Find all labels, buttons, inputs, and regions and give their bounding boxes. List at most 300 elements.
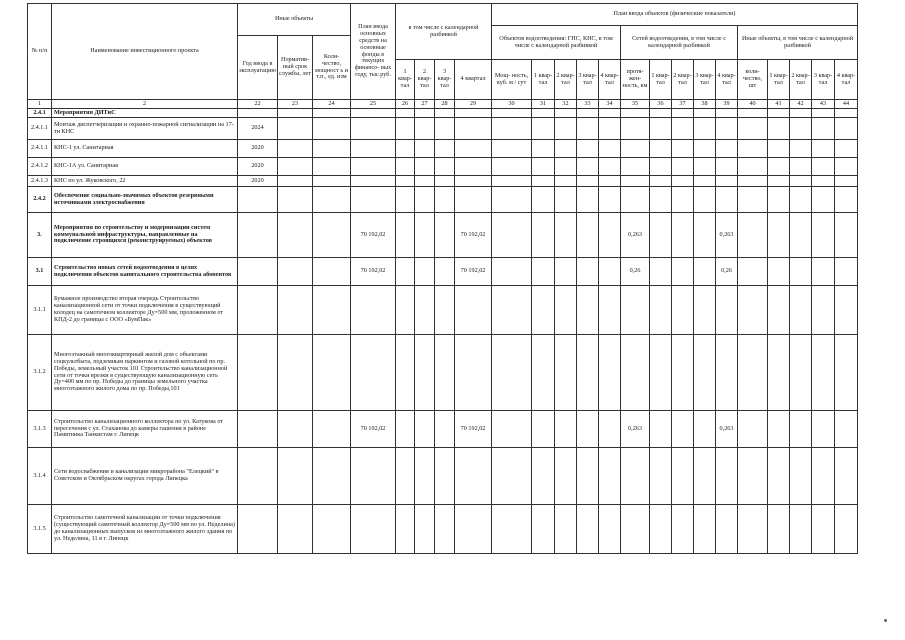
header-length: протя- жен- ность, км <box>621 60 650 100</box>
row-value-cell <box>672 158 694 176</box>
row-value-cell: 70 192,02 <box>351 213 396 258</box>
row-value-cell <box>492 258 532 286</box>
row-value-cell <box>621 448 650 505</box>
row-value-cell <box>532 118 555 140</box>
row-value-cell <box>599 187 621 213</box>
row-value-cell <box>577 258 599 286</box>
row-value-cell <box>351 109 396 118</box>
row-project-name: Мероприятия ДИТиС <box>52 109 238 118</box>
row-value-cell <box>238 411 278 448</box>
row-value-cell: 0,263 <box>716 213 738 258</box>
header-q2d: 2 квар- тал <box>790 60 812 100</box>
table-row <box>28 176 858 187</box>
row-value-cell <box>313 286 351 335</box>
header-wastewater-objects: Объектов водоотведения: ГНС, КНС, в том числе с календарной разбивкой <box>492 26 621 60</box>
row-value-cell <box>313 213 351 258</box>
header-q3c: 3 квар- тал <box>694 60 716 100</box>
row-value-cell <box>313 448 351 505</box>
row-value-cell <box>650 158 672 176</box>
row-value-cell <box>238 335 278 411</box>
row-value-cell <box>415 187 435 213</box>
row-value-cell <box>492 213 532 258</box>
row-value-cell <box>555 213 577 258</box>
row-value-cell <box>455 118 492 140</box>
row-value-cell <box>396 411 415 448</box>
row-value-cell <box>835 286 858 335</box>
row-value-cell <box>790 286 812 335</box>
row-value-cell <box>577 158 599 176</box>
row-value-cell <box>738 258 768 286</box>
row-value-cell <box>577 286 599 335</box>
column-index-cell: 44 <box>835 100 858 109</box>
row-value-cell: 70 192,02 <box>351 411 396 448</box>
row-value-cell <box>812 176 835 187</box>
column-index-cell: 24 <box>313 100 351 109</box>
row-value-cell <box>351 335 396 411</box>
row-value-cell <box>599 335 621 411</box>
row-value-cell <box>455 505 492 554</box>
row-value-cell <box>555 258 577 286</box>
row-value-cell <box>768 258 790 286</box>
row-value-cell: 0,263 <box>716 411 738 448</box>
row-value-cell: 0,263 <box>621 411 650 448</box>
row-value-cell <box>790 411 812 448</box>
row-value-cell <box>672 118 694 140</box>
row-value-cell <box>835 158 858 176</box>
row-value-cell: 2020 <box>238 140 278 158</box>
row-value-cell <box>621 187 650 213</box>
row-value-cell <box>694 176 716 187</box>
column-index-cell: 23 <box>278 100 313 109</box>
row-value-cell <box>768 213 790 258</box>
column-index-cell: 41 <box>768 100 790 109</box>
row-value-cell <box>577 187 599 213</box>
row-value-cell <box>278 505 313 554</box>
column-index-cell: 38 <box>694 100 716 109</box>
row-value-cell <box>599 109 621 118</box>
row-value-cell <box>238 505 278 554</box>
row-value-cell <box>716 176 738 187</box>
row-value-cell <box>492 411 532 448</box>
table-row <box>28 187 858 213</box>
investment-plan-table <box>27 3 858 554</box>
header-qty-capacity: Коли- чество, мощност ь и т.п., ед. изм <box>313 36 351 100</box>
row-value-cell <box>555 286 577 335</box>
row-value-cell <box>790 118 812 140</box>
row-value-cell <box>650 505 672 554</box>
row-value-cell <box>435 505 455 554</box>
column-index-cell: 35 <box>621 100 650 109</box>
row-value-cell <box>694 448 716 505</box>
row-value-cell <box>278 158 313 176</box>
column-index-cell: 1 <box>28 100 52 109</box>
header-other-calendar: Иные объекты, в том числе с календарной разбивкой <box>738 26 858 60</box>
table-row <box>28 258 858 286</box>
header-q4: 4 квартал <box>455 60 492 100</box>
row-value-cell <box>532 258 555 286</box>
row-value-cell <box>313 411 351 448</box>
scan-speck <box>884 619 887 622</box>
row-value-cell <box>415 505 435 554</box>
row-value-cell <box>351 158 396 176</box>
row-value-cell <box>415 118 435 140</box>
header-q3d: 3 квар- тал <box>812 60 835 100</box>
header-qty-units: коли- чество, шт <box>738 60 768 100</box>
row-value-cell <box>435 335 455 411</box>
row-value-cell <box>599 158 621 176</box>
row-value-cell <box>492 448 532 505</box>
row-value-cell <box>435 411 455 448</box>
row-value-cell <box>396 448 415 505</box>
row-value-cell <box>790 158 812 176</box>
column-index-cell: 33 <box>577 100 599 109</box>
row-value-cell <box>351 176 396 187</box>
row-value-cell <box>790 335 812 411</box>
row-value-cell <box>768 176 790 187</box>
row-value-cell <box>313 158 351 176</box>
row-value-cell <box>835 109 858 118</box>
row-value-cell <box>650 109 672 118</box>
row-value-cell <box>415 448 435 505</box>
row-value-cell <box>650 286 672 335</box>
row-value-cell <box>738 158 768 176</box>
row-value-cell <box>278 109 313 118</box>
row-number: 2.4.1.2 <box>28 158 52 176</box>
row-value-cell <box>694 109 716 118</box>
row-project-name: КНС-1 ул. Санитарная <box>52 140 238 158</box>
table-row <box>28 411 858 448</box>
row-value-cell <box>238 448 278 505</box>
row-value-cell <box>672 187 694 213</box>
header-q2c: 2 квар- тал <box>672 60 694 100</box>
row-number: 3. <box>28 213 52 258</box>
row-value-cell <box>768 118 790 140</box>
row-value-cell <box>716 448 738 505</box>
row-value-cell <box>835 448 858 505</box>
row-value-cell <box>278 176 313 187</box>
row-value-cell <box>435 109 455 118</box>
row-project-name: Сети водоснабжения и канализации микрорайона "Елецкий" в Советском и Октябрьском округах города Липецка <box>52 448 238 505</box>
header-norm-service: Норматив- ный срок службы, лет <box>278 36 313 100</box>
row-value-cell <box>650 176 672 187</box>
row-value-cell <box>532 176 555 187</box>
row-value-cell <box>435 118 455 140</box>
row-value-cell <box>812 258 835 286</box>
table-row <box>28 158 858 176</box>
row-value-cell <box>835 411 858 448</box>
row-value-cell <box>694 411 716 448</box>
row-value-cell <box>650 448 672 505</box>
row-value-cell <box>694 158 716 176</box>
row-value-cell <box>577 335 599 411</box>
row-value-cell <box>599 505 621 554</box>
header-plan-physical: План ввода объектов (физические показатели) <box>492 4 858 26</box>
row-project-name: КНС-1А ул. Санитарная <box>52 158 238 176</box>
row-value-cell <box>435 140 455 158</box>
header-other-objects: Иные объекты <box>238 4 351 36</box>
row-value-cell <box>396 158 415 176</box>
row-value-cell <box>790 448 812 505</box>
row-value-cell <box>278 213 313 258</box>
row-number: 3.1.1 <box>28 286 52 335</box>
row-value-cell <box>238 109 278 118</box>
header-year: Год ввода в эксплуатацию <box>238 36 278 100</box>
row-value-cell <box>455 109 492 118</box>
row-value-cell <box>492 118 532 140</box>
row-value-cell <box>694 187 716 213</box>
row-value-cell <box>532 140 555 158</box>
row-value-cell <box>599 213 621 258</box>
row-value-cell <box>672 258 694 286</box>
table-row <box>28 505 858 554</box>
row-value-cell <box>738 118 768 140</box>
row-value-cell <box>835 140 858 158</box>
row-project-name: Строительство новых сетей водоотведения в целях подключения объектов капитального строительства абонентов <box>52 258 238 286</box>
row-value-cell <box>790 213 812 258</box>
row-value-cell <box>812 335 835 411</box>
row-value-cell <box>532 158 555 176</box>
row-value-cell <box>621 158 650 176</box>
row-value-cell <box>738 411 768 448</box>
row-value-cell <box>435 176 455 187</box>
row-value-cell <box>313 109 351 118</box>
row-value-cell: 70 192,02 <box>351 258 396 286</box>
row-value-cell <box>672 505 694 554</box>
row-value-cell <box>694 505 716 554</box>
row-value-cell <box>812 109 835 118</box>
header-q3: 3 квар- тал <box>435 60 455 100</box>
row-value-cell <box>650 118 672 140</box>
column-index-cell: 29 <box>455 100 492 109</box>
row-value-cell <box>455 140 492 158</box>
column-index-cell: 31 <box>532 100 555 109</box>
row-value-cell <box>396 286 415 335</box>
row-value-cell <box>621 176 650 187</box>
row-value-cell <box>716 109 738 118</box>
row-value-cell <box>492 109 532 118</box>
column-index-cell: 42 <box>790 100 812 109</box>
row-value-cell <box>455 286 492 335</box>
row-value-cell <box>694 140 716 158</box>
table-row <box>28 140 858 158</box>
header-q2: 2 квар- тал <box>415 60 435 100</box>
row-value-cell <box>621 335 650 411</box>
row-number: 3.1.2 <box>28 335 52 411</box>
row-value-cell <box>492 335 532 411</box>
row-value-cell: 70 192,02 <box>455 258 492 286</box>
row-value-cell <box>577 213 599 258</box>
header-networks: Сетей водоотведения, в том числе с календарной разбивкой <box>621 26 738 60</box>
row-value-cell <box>768 411 790 448</box>
row-value-cell <box>768 286 790 335</box>
column-index-cell: 25 <box>351 100 396 109</box>
row-value-cell <box>313 505 351 554</box>
row-value-cell <box>492 505 532 554</box>
table-row <box>28 448 858 505</box>
row-project-name: Бумажное производство вторая очередь Строительство канализационной сети от точки подключения в существующий колодец на самотечном коллекторе Ду=500 мм, проложенном от КПД-2 до границы с ООО «БумПак» <box>52 286 238 335</box>
row-value-cell <box>532 213 555 258</box>
row-value-cell <box>238 213 278 258</box>
row-value-cell <box>351 118 396 140</box>
column-index-cell: 34 <box>599 100 621 109</box>
row-value-cell <box>396 176 415 187</box>
row-value-cell <box>415 258 435 286</box>
row-value-cell <box>599 176 621 187</box>
row-value-cell <box>790 140 812 158</box>
row-value-cell <box>672 109 694 118</box>
column-index-cell: 2 <box>52 100 238 109</box>
row-value-cell <box>694 258 716 286</box>
row-value-cell <box>768 505 790 554</box>
row-value-cell <box>313 118 351 140</box>
row-value-cell <box>716 505 738 554</box>
row-value-cell <box>835 176 858 187</box>
row-value-cell <box>577 411 599 448</box>
row-value-cell <box>435 258 455 286</box>
column-index-cell: 39 <box>716 100 738 109</box>
column-index-cell: 36 <box>650 100 672 109</box>
row-value-cell <box>396 335 415 411</box>
row-value-cell <box>435 187 455 213</box>
row-value-cell <box>435 213 455 258</box>
row-value-cell <box>313 335 351 411</box>
row-value-cell <box>768 448 790 505</box>
row-value-cell <box>812 505 835 554</box>
row-value-cell <box>396 213 415 258</box>
row-number: 2.4.1 <box>28 109 52 118</box>
column-index-cell: 26 <box>396 100 415 109</box>
row-value-cell <box>577 448 599 505</box>
table-body <box>28 109 858 554</box>
row-value-cell <box>599 448 621 505</box>
row-value-cell <box>835 187 858 213</box>
row-number: 2.4.2 <box>28 187 52 213</box>
row-value-cell <box>415 335 435 411</box>
row-value-cell <box>812 158 835 176</box>
row-value-cell <box>351 187 396 213</box>
row-value-cell <box>455 335 492 411</box>
row-value-cell: 70 192,02 <box>455 411 492 448</box>
row-value-cell <box>650 140 672 158</box>
row-value-cell <box>738 109 768 118</box>
row-value-cell <box>738 505 768 554</box>
row-value-cell <box>672 448 694 505</box>
row-value-cell: 0,263 <box>621 213 650 258</box>
row-value-cell <box>621 140 650 158</box>
row-value-cell <box>768 335 790 411</box>
row-value-cell <box>278 258 313 286</box>
row-value-cell <box>790 109 812 118</box>
row-value-cell <box>435 448 455 505</box>
header-plan-funding: План ввода основных средств на основные фонды в текущих финансо- вых году, тыс.руб. <box>351 4 396 100</box>
column-index-cell: 37 <box>672 100 694 109</box>
row-value-cell <box>492 176 532 187</box>
row-value-cell <box>577 140 599 158</box>
row-value-cell <box>577 505 599 554</box>
row-value-cell <box>738 187 768 213</box>
row-value-cell <box>313 187 351 213</box>
row-number: 3.1 <box>28 258 52 286</box>
row-number: 3.1.4 <box>28 448 52 505</box>
row-value-cell <box>532 335 555 411</box>
row-value-cell <box>621 118 650 140</box>
row-number: 3.1.5 <box>28 505 52 554</box>
row-value-cell <box>278 448 313 505</box>
row-value-cell <box>435 286 455 335</box>
row-value-cell <box>396 505 415 554</box>
row-value-cell <box>492 158 532 176</box>
row-value-cell <box>492 140 532 158</box>
row-value-cell: 70 192,02 <box>455 213 492 258</box>
column-index-cell: 30 <box>492 100 532 109</box>
row-value-cell <box>768 158 790 176</box>
row-value-cell: 0,26 <box>716 258 738 286</box>
row-value-cell <box>716 335 738 411</box>
row-value-cell <box>396 258 415 286</box>
row-value-cell <box>835 335 858 411</box>
row-value-cell <box>351 448 396 505</box>
header-q3b: 3 квар- тал <box>577 60 599 100</box>
table-row <box>28 213 858 258</box>
row-value-cell <box>555 158 577 176</box>
row-value-cell <box>555 448 577 505</box>
row-value-cell <box>738 448 768 505</box>
row-value-cell <box>812 187 835 213</box>
row-value-cell <box>555 505 577 554</box>
row-value-cell <box>672 213 694 258</box>
column-index-cell: 43 <box>812 100 835 109</box>
row-value-cell <box>599 118 621 140</box>
row-value-cell <box>812 448 835 505</box>
row-value-cell <box>577 118 599 140</box>
row-value-cell <box>415 213 435 258</box>
row-value-cell <box>672 286 694 335</box>
row-value-cell <box>716 158 738 176</box>
row-value-cell <box>650 258 672 286</box>
table-row <box>28 109 858 118</box>
row-value-cell <box>650 187 672 213</box>
row-value-cell <box>415 286 435 335</box>
row-value-cell: 2024 <box>238 118 278 140</box>
row-value-cell <box>738 335 768 411</box>
row-value-cell <box>716 140 738 158</box>
row-value-cell <box>278 187 313 213</box>
row-value-cell <box>351 140 396 158</box>
row-value-cell <box>532 109 555 118</box>
row-value-cell <box>672 335 694 411</box>
row-value-cell <box>672 140 694 158</box>
row-value-cell <box>621 505 650 554</box>
row-value-cell <box>455 448 492 505</box>
row-value-cell <box>313 258 351 286</box>
row-number: 3.1.3 <box>28 411 52 448</box>
header-num: № п/п <box>28 4 52 100</box>
row-value-cell <box>278 411 313 448</box>
row-project-name: КНС по ул. Жуковского, 22 <box>52 176 238 187</box>
row-value-cell <box>738 213 768 258</box>
row-project-name: Строительство канализационного коллектора по ул. Катукова от пересечения с ул. Стаханова до камеры гашения в районе Памятника Танкистам г. Липецк <box>52 411 238 448</box>
row-value-cell <box>812 118 835 140</box>
row-value-cell <box>238 187 278 213</box>
header-q2b: 2 квар- тал <box>555 60 577 100</box>
row-value-cell <box>555 335 577 411</box>
row-value-cell <box>555 411 577 448</box>
row-value-cell <box>790 505 812 554</box>
row-value-cell <box>532 187 555 213</box>
row-value-cell <box>555 187 577 213</box>
header-q1d: 1 квар- тал <box>768 60 790 100</box>
row-value-cell <box>790 187 812 213</box>
